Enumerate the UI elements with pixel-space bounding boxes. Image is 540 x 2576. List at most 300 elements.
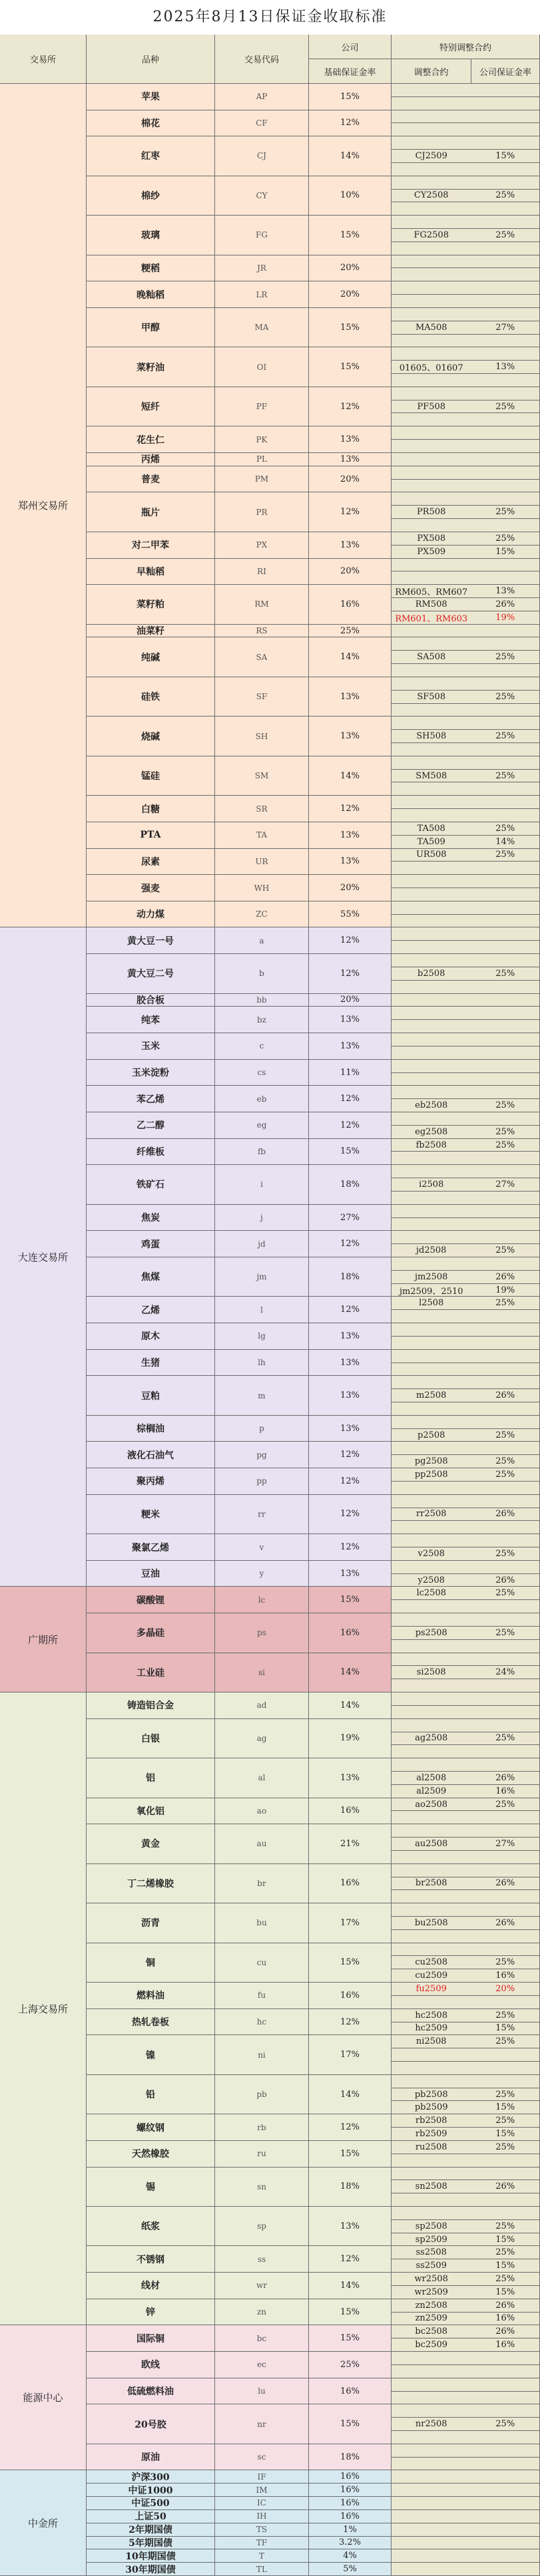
adjustment-line (392, 1060, 539, 1073)
adjustment-line (392, 401, 539, 414)
adjustment-line (392, 1719, 539, 1732)
trade-code: ru (215, 2141, 309, 2168)
special-adjustment (392, 532, 540, 559)
adjustment-line (392, 492, 539, 506)
trade-code: SM (215, 756, 309, 796)
company-margin-rate: 13% (495, 586, 515, 597)
adjusted-contract (392, 1205, 471, 1217)
table-row (87, 1297, 540, 1323)
company-margin-rate: 19% (495, 1285, 515, 1295)
adjusted-contract (392, 1640, 471, 1653)
adjusted-contract (392, 2484, 471, 2496)
company-margin-rate (471, 2458, 539, 2470)
adjustment-line (392, 1811, 539, 1824)
company-margin-rate (471, 1692, 539, 1705)
company-margin-rate (471, 480, 539, 492)
company-margin-rate (471, 1337, 539, 1349)
adjusted-contract (392, 1706, 471, 1718)
adjusted-contract (392, 110, 471, 123)
trade-code: CY (215, 176, 309, 216)
adjustment-line (392, 1442, 539, 1455)
company-margin-rate (471, 1350, 539, 1363)
adjusted-contract (392, 1653, 471, 1666)
trade-code: PX (215, 532, 309, 559)
base-margin-rate: 14% (309, 2273, 392, 2299)
exchange-name: 上海交易所 (0, 1692, 87, 2325)
adjustment-line (392, 1152, 539, 1164)
adjustment-line (392, 1798, 539, 1812)
company-margin-rate (471, 1851, 539, 1863)
adjustment-line (392, 1969, 539, 1982)
adjusted-contract (392, 1376, 471, 1388)
variety-name: 聚氯乙烯 (87, 1534, 215, 1561)
special-adjustment (392, 1653, 540, 1692)
company-margin-rate: 25% (495, 1298, 515, 1309)
base-margin-rate: 12% (309, 1495, 392, 1534)
variety-name: 粳稻 (87, 255, 215, 282)
company-margin-rate: 25% (495, 507, 515, 518)
base-margin-rate: 27% (309, 1205, 392, 1231)
company-margin-rate (471, 1495, 539, 1508)
adjusted-contract (392, 1323, 471, 1336)
company-margin-rate: 25% (495, 401, 515, 412)
special-adjustment (392, 756, 540, 796)
adjustment-line (392, 2273, 539, 2286)
trade-code: jm (215, 1257, 309, 1297)
adjusted-contract (392, 123, 471, 136)
table-row (87, 2273, 540, 2299)
table-row (87, 2523, 540, 2537)
base-margin-rate: 12% (309, 1112, 392, 1139)
header-company: 公司 (309, 35, 392, 59)
variety-name: PTA (87, 822, 215, 849)
variety-name: 天然橡胶 (87, 2141, 215, 2168)
adjustment-line (392, 1666, 539, 1679)
company-margin-rate (471, 1086, 539, 1098)
special-adjustment (392, 1231, 540, 1257)
trade-code: IH (215, 2510, 309, 2523)
adjusted-contract (392, 295, 471, 307)
base-margin-rate: 3.2% (309, 2537, 392, 2550)
special-adjustment (392, 84, 540, 110)
adjustment-line (392, 242, 539, 255)
base-margin-rate: 14% (309, 1653, 392, 1692)
special-adjustment (392, 136, 540, 176)
company-margin-rate (471, 1996, 539, 2009)
trade-code: pg (215, 1442, 309, 1468)
adjusted-contract (392, 2365, 471, 2378)
adjusted-contract (392, 347, 471, 360)
company-margin-rate: 25% (495, 691, 515, 702)
adjustment-line (392, 1389, 539, 1402)
adjustment-line (392, 2088, 539, 2102)
adjusted-contract: UR508 (415, 850, 447, 860)
adjustment-line (392, 1271, 539, 1284)
special-adjustment (392, 281, 540, 308)
company-margin-rate (471, 413, 539, 426)
trade-code: bz (215, 1007, 309, 1033)
trade-code: lu (215, 2378, 309, 2405)
company-margin-rate (471, 110, 539, 123)
table-row (87, 2484, 540, 2497)
company-margin-rate (471, 2154, 539, 2167)
company-margin-rate (471, 1943, 539, 1956)
adjusted-contract: ru2508 (415, 2142, 447, 2152)
table-row (87, 1653, 540, 1692)
base-margin-rate: 16% (309, 2510, 392, 2523)
company-margin-rate (471, 862, 539, 874)
trade-code: ec (215, 2352, 309, 2378)
company-margin-rate (471, 1640, 539, 1653)
company-margin-rate (471, 2510, 539, 2523)
adjustment-line (392, 717, 539, 730)
variety-name: 菜籽粕 (87, 585, 215, 624)
variety-name: 纯苯 (87, 1007, 215, 1033)
company-margin-rate: 25% (495, 1430, 515, 1440)
company-margin-rate (471, 1719, 539, 1732)
trade-code: zn (215, 2299, 309, 2326)
adjustment-line (392, 651, 539, 664)
table-row (87, 1350, 540, 1376)
company-margin-rate: 25% (495, 2089, 515, 2100)
base-margin-rate: 18% (309, 2168, 392, 2207)
trade-code: pb (215, 2075, 309, 2114)
special-adjustment (392, 875, 540, 901)
company-margin-rate (471, 453, 539, 466)
trade-code: bb (215, 994, 309, 1007)
company-margin-rate: 25% (495, 190, 515, 201)
adjustment-line (392, 2286, 539, 2299)
base-margin-rate: 13% (309, 849, 392, 876)
special-adjustment (392, 1587, 540, 1613)
adjustment-line (392, 2484, 539, 2496)
variety-name: 短纤 (87, 387, 215, 426)
company-margin-rate: 20% (495, 1984, 515, 1994)
adjusted-contract (392, 1943, 471, 1956)
adjusted-contract (392, 281, 471, 294)
adjusted-contract: RM601、RM603 (395, 613, 468, 624)
trade-code: fu (215, 1983, 309, 2009)
adjusted-contract (392, 704, 471, 717)
company-margin-rate (471, 1192, 539, 1204)
adjustment-line (392, 1547, 539, 1560)
company-margin-rate: 25% (495, 1126, 515, 1137)
adjusted-contract: al2509 (416, 1786, 447, 1796)
adjustment-line (392, 664, 539, 677)
special-adjustment (392, 2484, 540, 2497)
adjustment-line (392, 1627, 539, 1640)
adjusted-contract (392, 1337, 471, 1349)
special-adjustment (392, 796, 540, 822)
adjustment-line (392, 1824, 539, 1838)
adjustment-line (392, 836, 539, 848)
company-margin-rate (471, 295, 539, 307)
variety-name: 纤维板 (87, 1139, 215, 1166)
special-adjustment (392, 1165, 540, 1204)
exchange-name: 广期所 (0, 1587, 87, 1692)
special-adjustment (392, 2246, 540, 2273)
adjustment-line (392, 637, 539, 651)
company-margin-rate: 26% (495, 1509, 515, 1520)
adjustment-line (392, 954, 539, 967)
special-adjustment (392, 625, 540, 638)
special-adjustment (392, 492, 540, 532)
base-margin-rate: 13% (309, 1007, 392, 1033)
table-row (87, 1468, 540, 1495)
trade-code: ao (215, 1798, 309, 1825)
table-row (87, 875, 540, 901)
special-adjustment (392, 954, 540, 993)
base-margin-rate: 5% (309, 2563, 392, 2576)
adjusted-contract (392, 426, 471, 439)
company-margin-rate (471, 2563, 539, 2575)
table-row (87, 1983, 540, 2009)
variety-name: 不锈钢 (87, 2246, 215, 2273)
adjustment-line (392, 1482, 539, 1494)
variety-name: 晚籼稻 (87, 281, 215, 308)
adjusted-contract (392, 1257, 471, 1270)
company-margin-rate: 25% (495, 2221, 515, 2231)
company-margin-rate (471, 1218, 539, 1231)
company-margin-rate: 26% (495, 2181, 515, 2192)
adjustment-line (392, 1574, 539, 1587)
base-margin-rate: 4% (309, 2549, 392, 2563)
table-row (87, 2075, 540, 2114)
trade-code: UR (215, 849, 309, 876)
company-margin-rate (471, 1007, 539, 1019)
company-margin-rate (471, 1745, 539, 1758)
trade-code: JR (215, 255, 309, 282)
trade-code: RS (215, 625, 309, 638)
adjusted-contract (392, 453, 471, 466)
trade-code: pp (215, 1468, 309, 1495)
table-row (87, 2378, 540, 2405)
trade-code: lc (215, 1587, 309, 1613)
base-margin-rate: 1% (309, 2523, 392, 2537)
base-margin-rate: 18% (309, 1165, 392, 1204)
company-margin-rate (471, 1521, 539, 1533)
table-row (87, 281, 540, 308)
trade-code: TF (215, 2537, 309, 2550)
company-margin-rate (471, 2537, 539, 2549)
adjustment-line (392, 1020, 539, 1033)
adjustment-line (392, 97, 539, 110)
variety-name: 镍 (87, 2035, 215, 2074)
company-margin-rate: 25% (495, 2247, 515, 2258)
adjusted-contract: 01605、01607 (399, 363, 463, 374)
table-row (87, 532, 540, 559)
variety-name: 棕榈油 (87, 1416, 215, 1442)
adjustment-line (392, 466, 539, 480)
adjustment-line (392, 1534, 539, 1547)
base-margin-rate: 12% (309, 1442, 392, 1468)
base-margin-rate: 12% (309, 796, 392, 822)
company-margin-rate (471, 1363, 539, 1376)
special-adjustment (392, 2009, 540, 2036)
table-row (87, 2207, 540, 2246)
adjustment-line (392, 677, 539, 691)
variety-name: 中证500 (87, 2497, 215, 2510)
adjustment-line (392, 361, 539, 374)
variety-name: 玻璃 (87, 216, 215, 255)
adjustment-line (392, 585, 539, 598)
trade-code: wr (215, 2273, 309, 2299)
adjustment-line (392, 1231, 539, 1244)
base-margin-rate: 17% (309, 2035, 392, 2074)
base-margin-rate: 15% (309, 216, 392, 255)
trade-code: ps (215, 1613, 309, 1653)
adjustment-line (392, 2048, 539, 2062)
adjusted-contract: SA508 (417, 652, 446, 663)
company-margin-rate (471, 308, 539, 321)
variety-name: 锡 (87, 2168, 215, 2207)
company-margin-rate (471, 1653, 539, 1666)
trade-code: bc (215, 2325, 309, 2352)
base-margin-rate: 14% (309, 1692, 392, 1719)
base-margin-rate: 20% (309, 255, 392, 282)
special-adjustment (392, 1468, 540, 1495)
adjustment-line (392, 822, 539, 836)
adjustment-line (392, 2470, 539, 2483)
adjusted-contract (392, 413, 471, 426)
special-adjustment (392, 1758, 540, 1798)
adjusted-contract (392, 2168, 471, 2180)
company-margin-rate: 24% (495, 1667, 515, 1678)
adjusted-contract (392, 1416, 471, 1428)
variety-name: 30年期国债 (87, 2563, 215, 2576)
base-margin-rate: 13% (309, 1033, 392, 1060)
adjustment-line (392, 335, 539, 347)
adjusted-contract (392, 981, 471, 993)
adjusted-contract (392, 743, 471, 756)
company-margin-rate (471, 2075, 539, 2088)
adjusted-contract (392, 927, 471, 940)
table-row (87, 1323, 540, 1350)
adjustment-line (392, 2075, 539, 2088)
table-row (87, 216, 540, 255)
adjustment-line (392, 1521, 539, 1533)
exchange-name: 郑州交易所 (0, 84, 87, 927)
company-margin-rate (471, 1231, 539, 1243)
adjustment-line (392, 268, 539, 281)
special-adjustment (392, 822, 540, 849)
special-adjustment (392, 2404, 540, 2444)
company-margin-rate (471, 941, 539, 953)
trade-code: PL (215, 453, 309, 466)
company-margin-rate (471, 717, 539, 729)
adjusted-contract (392, 1192, 471, 1204)
table-row (87, 1086, 540, 1112)
company-margin-rate (471, 571, 539, 584)
variety-name: 强麦 (87, 875, 215, 901)
special-adjustment (392, 347, 540, 387)
adjustment-line (392, 1376, 539, 1389)
exchange-name: 能源中心 (0, 2325, 87, 2470)
trade-code: m (215, 1376, 309, 1415)
trade-code: SF (215, 677, 309, 717)
company-margin-rate (471, 888, 539, 901)
adjusted-contract: sp2508 (415, 2221, 447, 2231)
table-row (87, 1798, 540, 1825)
variety-name: 原油 (87, 2444, 215, 2471)
adjusted-contract: RM605、RM607 (395, 587, 468, 597)
trade-code: fb (215, 1139, 309, 1166)
table-row (87, 1758, 540, 1798)
company-margin-rate (471, 335, 539, 347)
variety-name: 铅 (87, 2075, 215, 2114)
company-margin-rate: 25% (495, 2036, 515, 2047)
adjusted-contract (392, 1692, 471, 1705)
variety-name: 锌 (87, 2299, 215, 2326)
adjustment-line (392, 1917, 539, 1930)
adjustment-line (392, 2444, 539, 2458)
adjustment-line (392, 2259, 539, 2272)
company-margin-rate (471, 875, 539, 887)
table-row (87, 1824, 540, 1863)
table-row (87, 2352, 540, 2378)
variety-name: 早籼稻 (87, 559, 215, 585)
adjustment-line (392, 2154, 539, 2167)
base-margin-rate: 14% (309, 637, 392, 677)
adjusted-contract: FG2508 (413, 230, 449, 240)
company-margin-rate: 27% (495, 322, 515, 333)
company-margin-rate (471, 743, 539, 756)
company-margin-rate: 25% (495, 230, 515, 240)
adjusted-contract: pg2508 (414, 1456, 448, 1467)
variety-name: 铸造铝合金 (87, 1692, 215, 1719)
company-margin-rate: 25% (495, 652, 515, 663)
company-margin-rate: 26% (495, 599, 515, 609)
table-row (87, 2537, 540, 2550)
adjustment-line (392, 1692, 539, 1706)
trade-code: TS (215, 2523, 309, 2537)
adjustment-line (392, 1943, 539, 1957)
adjustment-line (392, 1706, 539, 1718)
trade-code: lh (215, 1350, 309, 1376)
adjustment-line (392, 2193, 539, 2206)
company-margin-rate: 26% (495, 1772, 515, 1783)
adjusted-contract (392, 492, 471, 505)
adjusted-contract: MA508 (415, 322, 447, 333)
trade-code: MA (215, 308, 309, 347)
base-margin-rate: 15% (309, 2299, 392, 2326)
variety-name: 甲醇 (87, 308, 215, 347)
company-margin-rate (471, 1442, 539, 1454)
adjusted-contract (392, 677, 471, 690)
company-margin-rate: 25% (495, 2116, 515, 2126)
table-row (87, 136, 540, 176)
base-margin-rate: 15% (309, 2404, 392, 2444)
adjustment-line (392, 2418, 539, 2431)
base-margin-rate: 13% (309, 822, 392, 849)
table-row (87, 2299, 540, 2326)
company-margin-rate (471, 664, 539, 677)
special-adjustment (392, 585, 540, 624)
special-adjustment (392, 927, 540, 954)
adjustment-line (392, 756, 539, 770)
trade-code: TL (215, 2563, 309, 2576)
adjusted-contract (392, 97, 471, 110)
adjustment-line (392, 1877, 539, 1891)
table-row (87, 1561, 540, 1587)
adjustment-line (392, 1508, 539, 1522)
adjusted-contract (392, 1152, 471, 1164)
base-margin-rate: 14% (309, 136, 392, 176)
adjustment-line (392, 2523, 539, 2536)
adjusted-contract (392, 2404, 471, 2417)
base-margin-rate: 12% (309, 110, 392, 137)
base-margin-rate: 13% (309, 426, 392, 453)
